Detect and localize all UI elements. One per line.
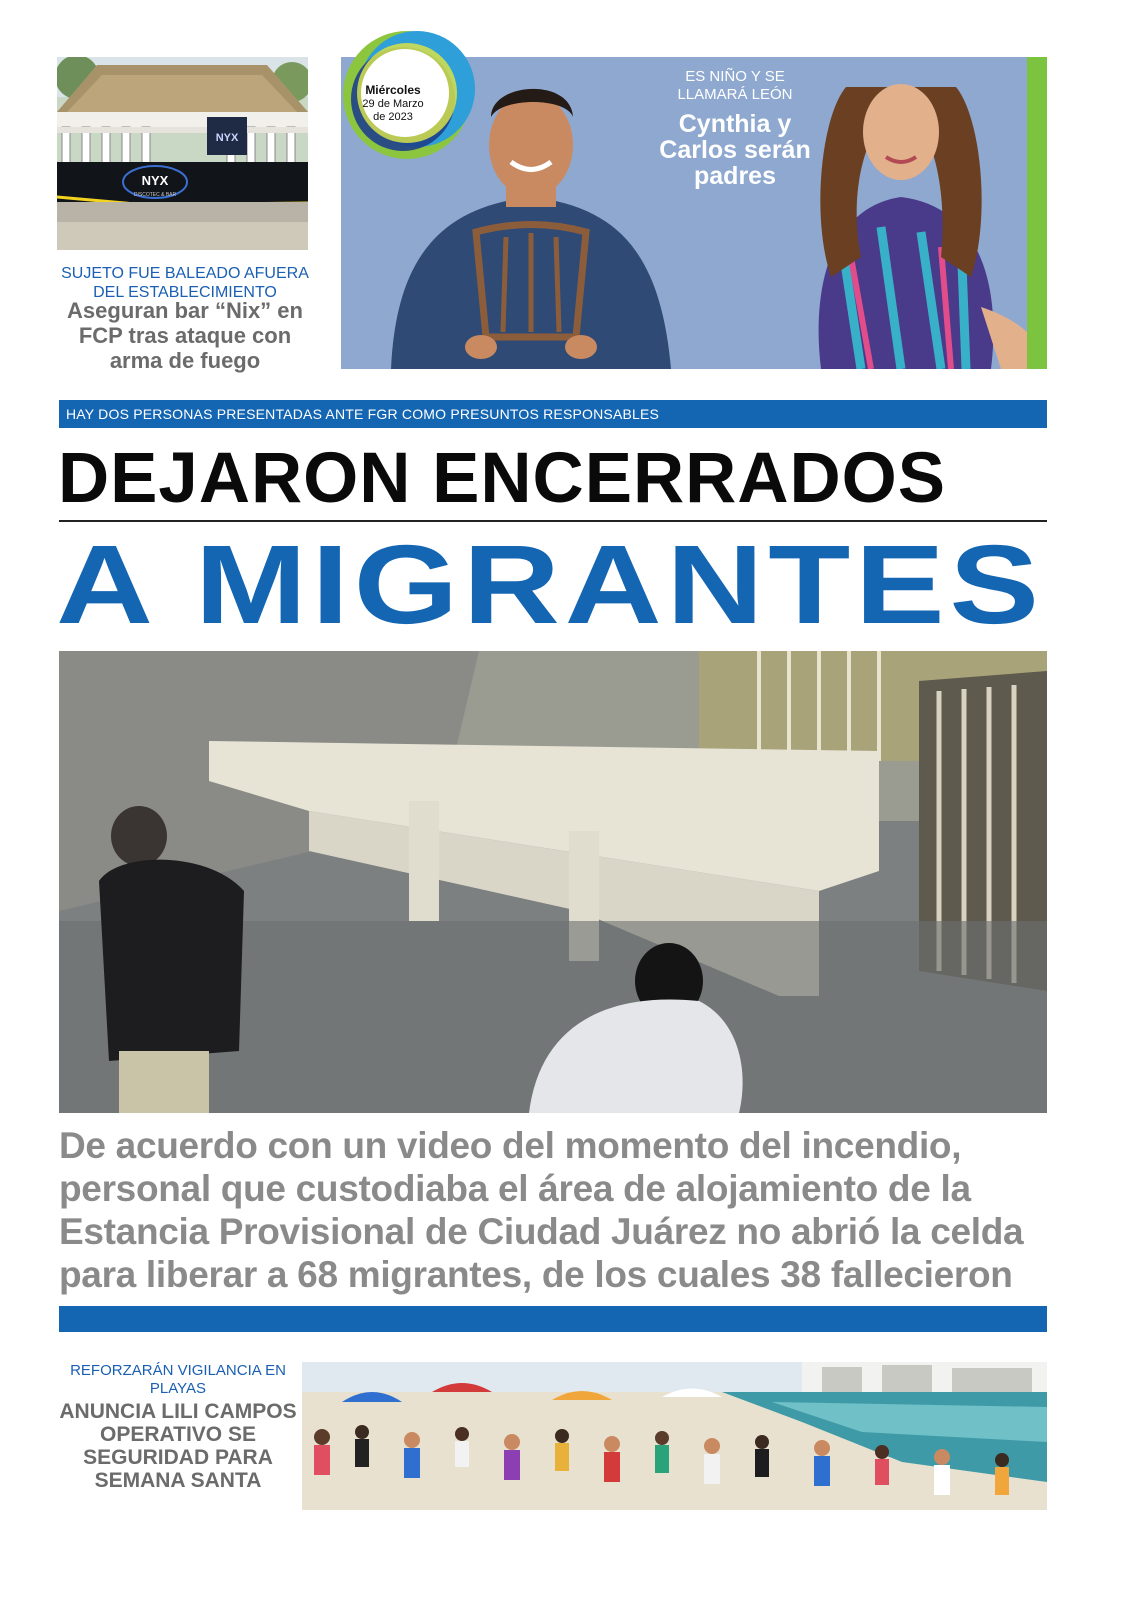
promo-headline[interactable]: Cynthia y Carlos serán padres [659,110,811,190]
beach-story-kicker: REFORZARÁN VIGILANCIA EN PLAYAS [70,1362,286,1397]
bar-nix-illustration [57,57,308,250]
svg-text:DISCOTEC & BAR: DISCOTEC & BAR [133,192,177,198]
promo-accent-bar [1027,57,1047,369]
main-cctv-photo[interactable] [59,651,1047,1113]
bar-nix-photo[interactable] [57,57,308,250]
bar-story-kicker: SUJETO FUE BALEADO AFUERA DEL ESTABLECIMIENTO [61,265,309,301]
edition-weekday: Miércoles [365,83,421,97]
main-headline-line1[interactable]: DEJARON ENCERRADOS [58,439,947,518]
edition-day-month: 29 de Marzo [362,98,424,110]
edition-date [345,84,441,124]
main-kicker: HAY DOS PERSONAS PRESENTADAS ANTE FGR COMO PRESUNTOS RESPONSABLES [66,406,660,422]
cctv-illustration [59,651,1047,1113]
beach-story-headline[interactable]: ANUNCIA LILI CAMPOS OPERATIVO SE SEGURIDAD PARA SEMANA SANTA [59,1400,297,1492]
beach-crowd-photo[interactable] [302,1362,1047,1510]
svg-text:NYX: NYX [215,132,239,144]
main-deck: De acuerdo con un video del momento del incendio, personal que custodiaba el área de alojamiento de la Estancia Provisional de Ciudad Juárez no abrió la celda para liberar a 68 migrantes, de los cuales 38 fallecieron [59,1125,1024,1295]
promo-kicker: ES NIÑO Y SE LLAMARÁ LEÓN [677,68,793,103]
main-headline-line2[interactable]: A MIGRANTES [56,522,1044,647]
beach-illustration [302,1362,1047,1510]
nyx-sign-text: NYX [141,173,169,188]
section-divider-bar [59,1306,1047,1332]
bar-story-headline[interactable]: Aseguran bar “Nix” en FCP tras ataque con arma de fuego [67,298,303,373]
edition-year: de 2023 [373,111,413,123]
